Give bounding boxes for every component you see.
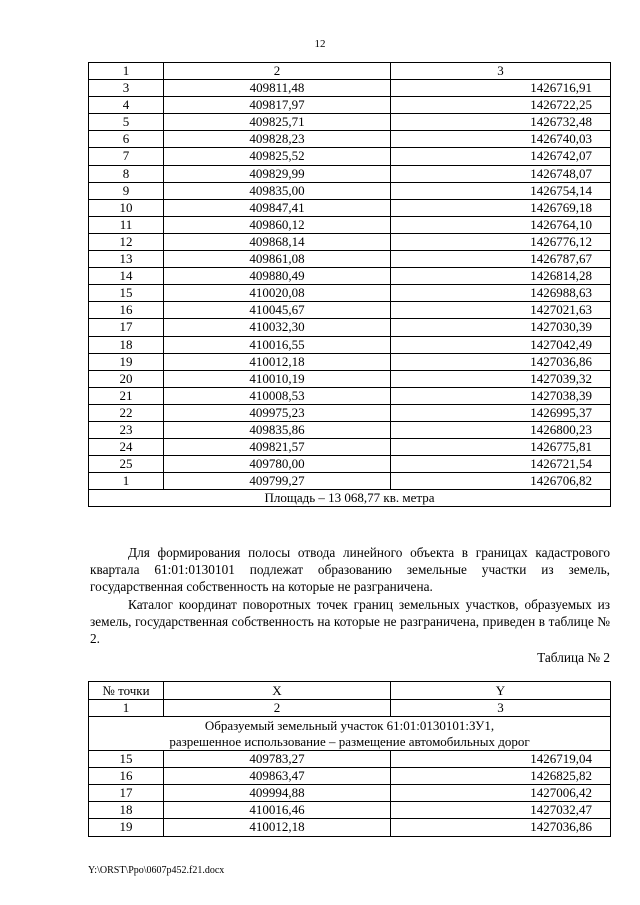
x-coordinate-cell: 409780,00 [164, 456, 391, 473]
table-row [89, 199, 611, 216]
x-coordinate-cell: 409861,08 [164, 251, 391, 268]
table-header-row [89, 682, 611, 700]
x-coordinate-cell: 410020,08 [164, 285, 391, 302]
table-row [89, 768, 611, 785]
table-row [89, 456, 611, 473]
x-coordinate-cell: 409825,71 [164, 114, 391, 131]
point-number-cell: 6 [89, 131, 164, 148]
y-coordinate-cell: 1426722,25 [391, 97, 611, 114]
x-coordinate-cell: 409880,49 [164, 268, 391, 285]
point-number-cell: 17 [89, 319, 164, 336]
column-number-3: 3 [391, 63, 611, 80]
column-number-2: 2 [164, 63, 391, 80]
point-number-cell: 21 [89, 387, 164, 404]
x-coordinate-cell: 409783,27 [164, 751, 391, 768]
table-row [89, 182, 611, 199]
y-coordinate-cell: 1426764,10 [391, 216, 611, 233]
table-row [89, 131, 611, 148]
y-coordinate-cell: 1426814,28 [391, 268, 611, 285]
point-number-cell: 24 [89, 439, 164, 456]
header-y: Y [391, 682, 611, 700]
x-coordinate-cell: 409811,48 [164, 80, 391, 97]
coordinates-table-continued [88, 62, 611, 507]
header-x: X [164, 682, 391, 700]
table-row [89, 819, 611, 836]
point-number-cell: 4 [89, 97, 164, 114]
y-coordinate-cell: 1426769,18 [391, 199, 611, 216]
y-coordinate-cell: 1426716,91 [391, 80, 611, 97]
table-row [89, 473, 611, 490]
table-row [89, 251, 611, 268]
paragraph-formation: Для формирования полосы отвода линейного объекта в границах кадастрового квартала 61:01:0130101 подлежат образованию земельные участки из земель, государственная собственность на которые не разграничена. [90, 545, 610, 595]
x-coordinate-cell: 410045,67 [164, 302, 391, 319]
point-number-cell: 1 [89, 473, 164, 490]
header-point-number: № точки [89, 682, 164, 700]
table-row [89, 165, 611, 182]
table-row [89, 439, 611, 456]
x-coordinate-cell: 410016,46 [164, 802, 391, 819]
numbering-3: 3 [391, 700, 611, 717]
point-number-cell: 18 [89, 336, 164, 353]
table-row [89, 148, 611, 165]
point-number-cell: 14 [89, 268, 164, 285]
y-coordinate-cell: 1426742,07 [391, 148, 611, 165]
x-coordinate-cell: 409821,57 [164, 439, 391, 456]
coordinates-table-2 [88, 681, 611, 837]
x-coordinate-cell: 409847,41 [164, 199, 391, 216]
table-row [89, 216, 611, 233]
point-number-cell: 7 [89, 148, 164, 165]
y-coordinate-cell: 1426825,82 [391, 768, 611, 785]
x-coordinate-cell: 410032,30 [164, 319, 391, 336]
x-coordinate-cell: 410008,53 [164, 387, 391, 404]
table-row [89, 370, 611, 387]
table-row [89, 421, 611, 438]
point-number-cell: 20 [89, 370, 164, 387]
point-number-cell: 19 [89, 353, 164, 370]
point-number-cell: 22 [89, 404, 164, 421]
table-row [89, 302, 611, 319]
table-row [89, 336, 611, 353]
x-coordinate-cell: 410012,18 [164, 819, 391, 836]
table-row [89, 285, 611, 302]
point-number-cell: 19 [89, 819, 164, 836]
x-coordinate-cell: 409994,88 [164, 785, 391, 802]
point-number-cell: 5 [89, 114, 164, 131]
x-coordinate-cell: 409863,47 [164, 768, 391, 785]
table-row [89, 353, 611, 370]
y-coordinate-cell: 1426740,03 [391, 131, 611, 148]
table-row [89, 802, 611, 819]
y-coordinate-cell: 1426775,81 [391, 439, 611, 456]
table-row [89, 233, 611, 250]
numbering-1: 1 [89, 700, 164, 717]
x-coordinate-cell: 409799,27 [164, 473, 391, 490]
section-title-line-1: Образуемый земельный участок 61:01:0130101:ЗУ1, [204, 718, 495, 734]
x-coordinate-cell: 409829,99 [164, 165, 391, 182]
table-numbering-row [89, 700, 611, 717]
table-row [89, 114, 611, 131]
x-coordinate-cell: 409860,12 [164, 216, 391, 233]
point-number-cell: 13 [89, 251, 164, 268]
numbering-2: 2 [164, 700, 391, 717]
y-coordinate-cell: 1427039,32 [391, 370, 611, 387]
table-2-caption: Таблица № 2 [537, 650, 610, 665]
y-coordinate-cell: 1427006,42 [391, 785, 611, 802]
x-coordinate-cell: 409817,97 [164, 97, 391, 114]
point-number-cell: 3 [89, 80, 164, 97]
point-number-cell: 17 [89, 785, 164, 802]
point-number-cell: 11 [89, 216, 164, 233]
file-path-footer: Y:\ORST\Ppo\0607p452.f21.docx [88, 865, 225, 876]
section-row [89, 717, 611, 751]
y-coordinate-cell: 1426721,54 [391, 456, 611, 473]
point-number-cell: 8 [89, 165, 164, 182]
area-value: Площадь – 13 068,77 кв. метра [89, 490, 611, 507]
y-coordinate-cell: 1426776,12 [391, 233, 611, 250]
x-coordinate-cell: 410016,55 [164, 336, 391, 353]
section-title [89, 717, 611, 751]
section-title-line-2: разрешенное использование – размещение автомобильных дорог [169, 733, 530, 749]
y-coordinate-cell: 1426719,04 [391, 751, 611, 768]
y-coordinate-cell: 1426754,14 [391, 182, 611, 199]
column-number-1: 1 [89, 63, 164, 80]
y-coordinate-cell: 1427030,39 [391, 319, 611, 336]
y-coordinate-cell: 1427036,86 [391, 353, 611, 370]
y-coordinate-cell: 1426800,23 [391, 421, 611, 438]
x-coordinate-cell: 409868,14 [164, 233, 391, 250]
point-number-cell: 15 [89, 751, 164, 768]
x-coordinate-cell: 409828,23 [164, 131, 391, 148]
table-row [89, 268, 611, 285]
table-row [89, 785, 611, 802]
y-coordinate-cell: 1427021,63 [391, 302, 611, 319]
point-number-cell: 12 [89, 233, 164, 250]
x-coordinate-cell: 409975,23 [164, 404, 391, 421]
point-number-cell: 23 [89, 421, 164, 438]
area-row [89, 490, 611, 507]
page-number: 12 [314, 38, 326, 50]
y-coordinate-cell: 1426787,67 [391, 251, 611, 268]
y-coordinate-cell: 1427038,39 [391, 387, 611, 404]
x-coordinate-cell: 410012,18 [164, 353, 391, 370]
y-coordinate-cell: 1426706,82 [391, 473, 611, 490]
table-row [89, 387, 611, 404]
y-coordinate-cell: 1426988,63 [391, 285, 611, 302]
table-row [89, 404, 611, 421]
table-row [89, 80, 611, 97]
table-header-row [89, 63, 611, 80]
x-coordinate-cell: 410010,19 [164, 370, 391, 387]
point-number-cell: 16 [89, 302, 164, 319]
point-number-cell: 25 [89, 456, 164, 473]
y-coordinate-cell: 1427042,49 [391, 336, 611, 353]
table-row [89, 97, 611, 114]
x-coordinate-cell: 409835,00 [164, 182, 391, 199]
x-coordinate-cell: 409825,52 [164, 148, 391, 165]
point-number-cell: 18 [89, 802, 164, 819]
point-number-cell: 9 [89, 182, 164, 199]
y-coordinate-cell: 1426995,37 [391, 404, 611, 421]
y-coordinate-cell: 1427036,86 [391, 819, 611, 836]
y-coordinate-cell: 1426732,48 [391, 114, 611, 131]
y-coordinate-cell: 1426748,07 [391, 165, 611, 182]
x-coordinate-cell: 409835,86 [164, 421, 391, 438]
y-coordinate-cell: 1427032,47 [391, 802, 611, 819]
point-number-cell: 16 [89, 768, 164, 785]
point-number-cell: 10 [89, 199, 164, 216]
table-row [89, 751, 611, 768]
paragraph-catalog: Каталог координат поворотных точек границ земельных участков, образуемых из земель, государственная собственность на которые не разграничена, приведен в таблице № 2. [90, 597, 610, 647]
point-number-cell: 15 [89, 285, 164, 302]
table-row [89, 319, 611, 336]
